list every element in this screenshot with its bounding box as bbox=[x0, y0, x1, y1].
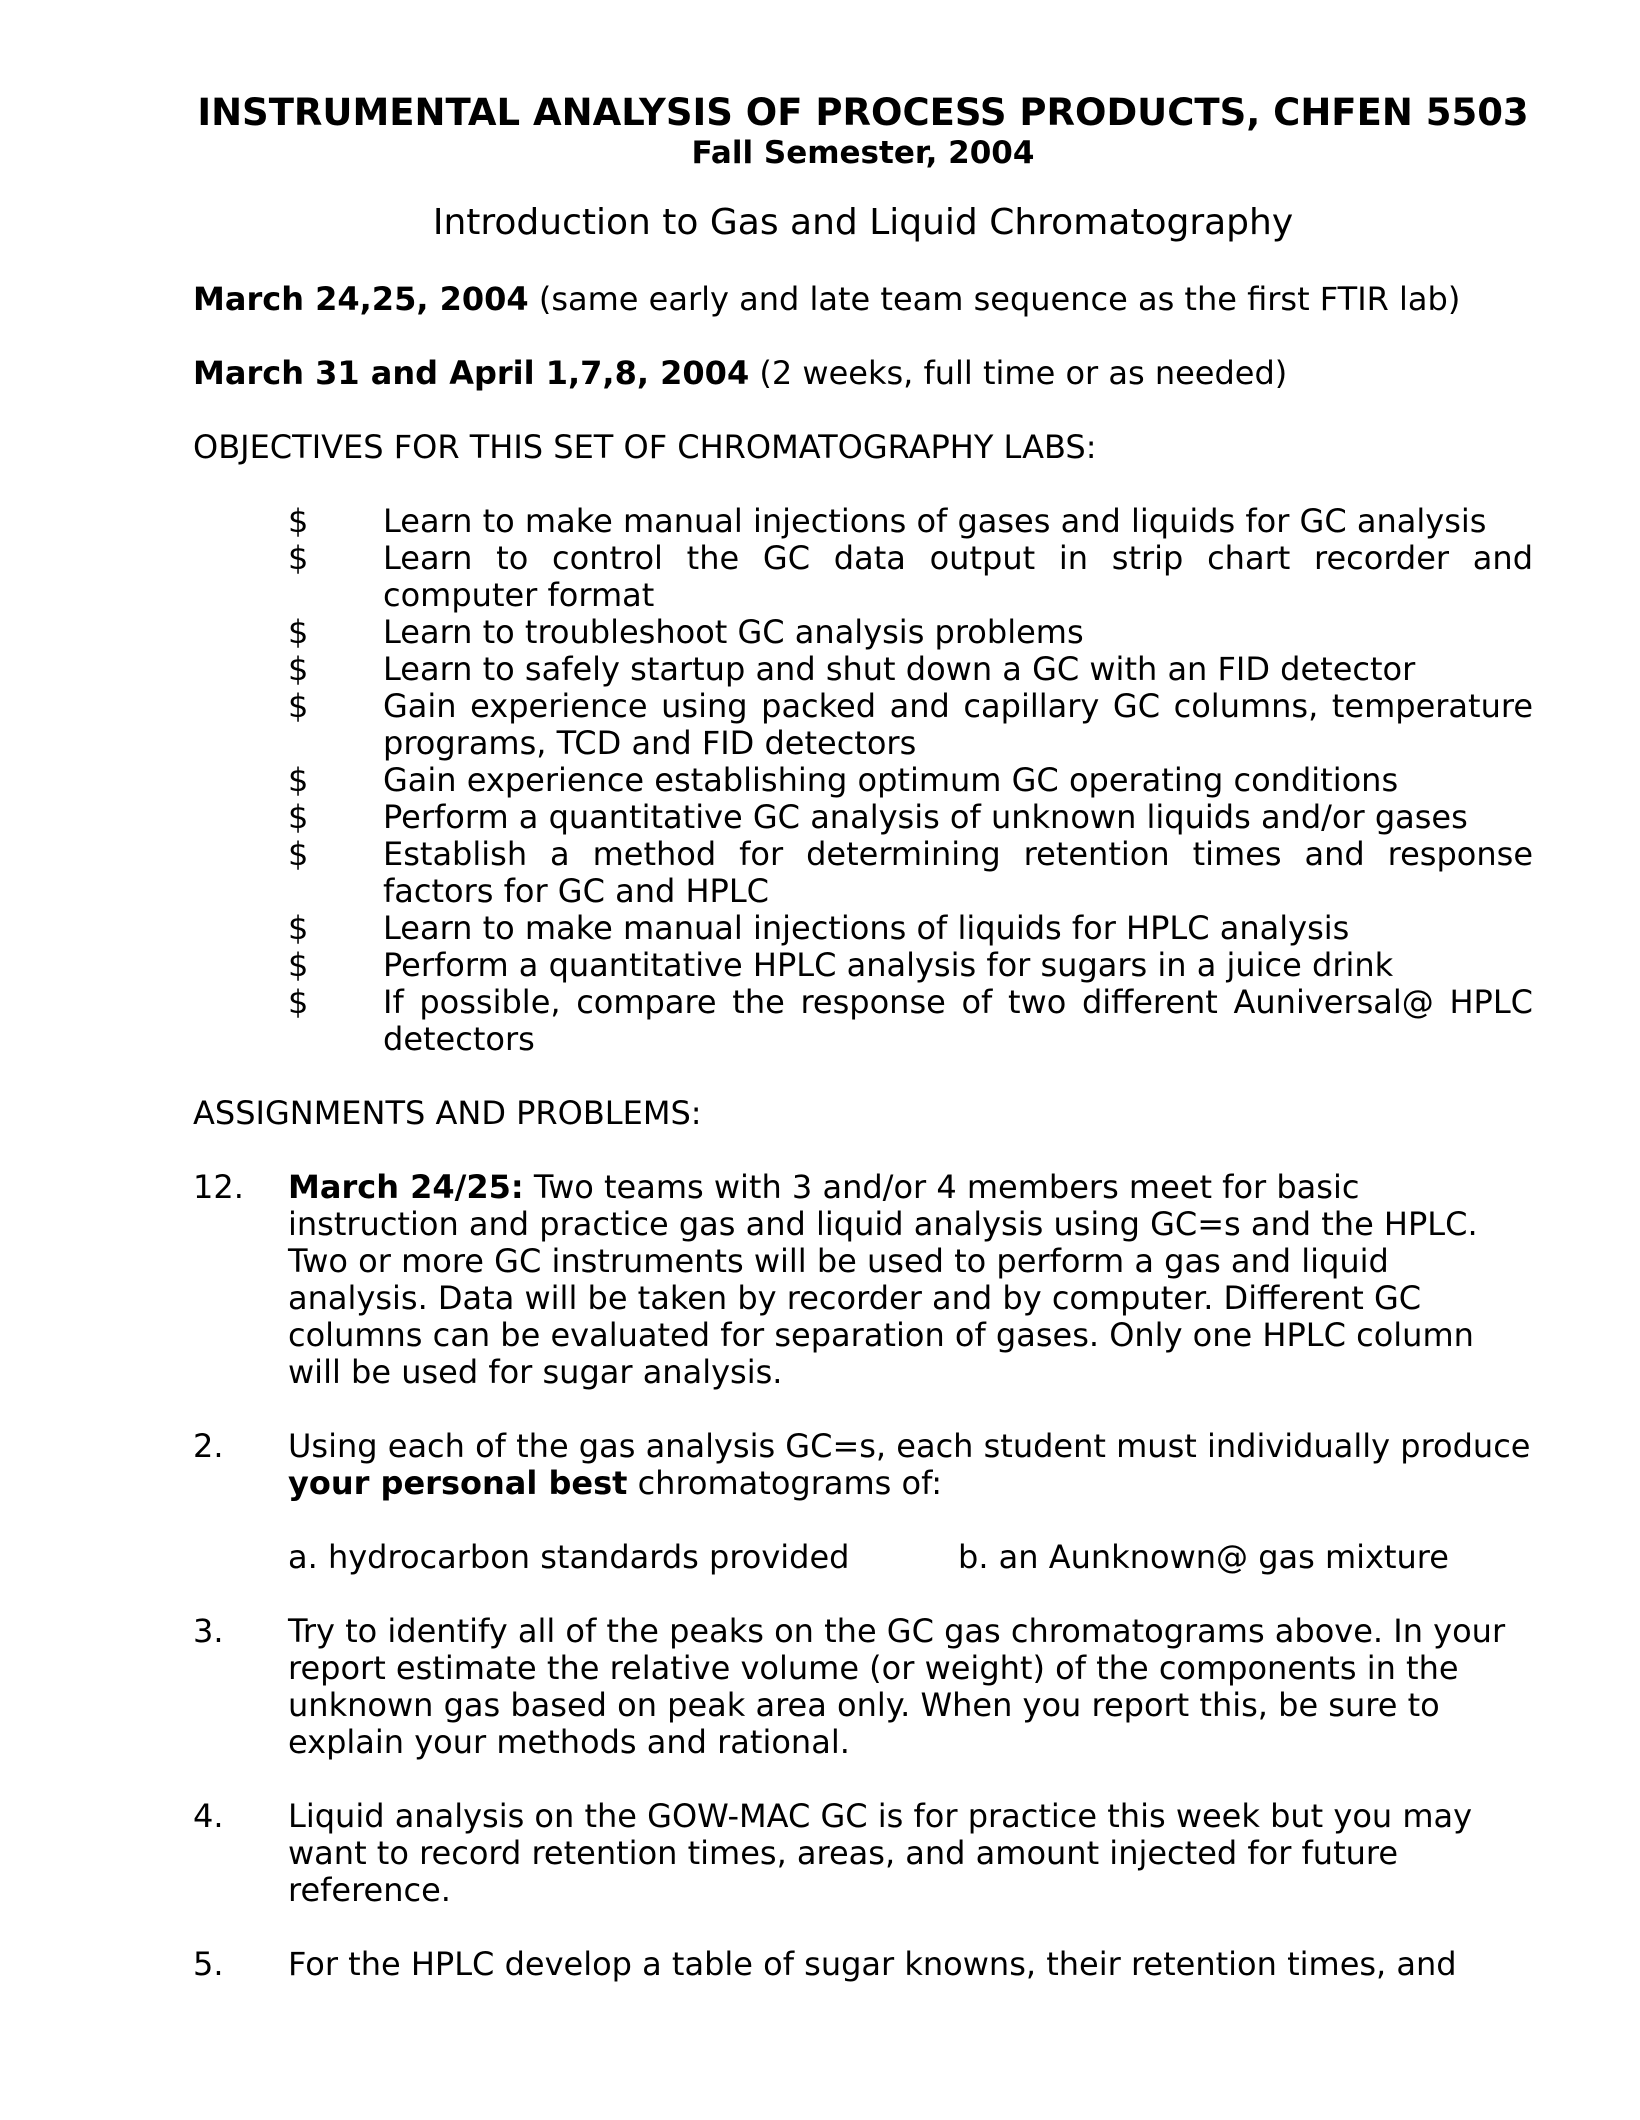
objective-text: Learn to troubleshoot GC analysis problems bbox=[383, 613, 1084, 651]
assignment-text: Try to identify all of the peaks on the GC gas chromatograms above. In your report estimate the relative volume (or weight) of the components in the unknown gas based on peak area only. When you report this, be sure to explain your methods and rational. bbox=[288, 1612, 1506, 1761]
objectives-heading: OBJECTIVES FOR THIS SET OF CHROMATOGRAPHY LABS: bbox=[193, 428, 1097, 466]
assignment-item-5 bbox=[193, 1946, 1533, 1983]
bullet-dollar: $ bbox=[288, 539, 309, 577]
bullet-dollar: $ bbox=[288, 687, 309, 725]
assignments-heading: ASSIGNMENTS AND PROBLEMS: bbox=[193, 1094, 702, 1132]
sub-item-a: a. hydrocarbon standards provided bbox=[288, 1538, 850, 1576]
assignment-number: 12. bbox=[193, 1168, 244, 1206]
assignment-number: 2. bbox=[193, 1427, 224, 1465]
bullet-dollar: $ bbox=[288, 983, 309, 1021]
assignment-number: 5. bbox=[193, 1945, 224, 1983]
objective-text: Learn to make manual injections of gases and liquids for GC analysis bbox=[383, 502, 1487, 540]
list-item bbox=[193, 984, 1533, 1058]
list-item bbox=[193, 503, 1533, 540]
objective-text: Learn to make manual injections of liquids for HPLC analysis bbox=[383, 909, 1350, 947]
bullet-dollar: $ bbox=[288, 798, 309, 836]
assignment-number: 4. bbox=[193, 1797, 224, 1835]
list-item bbox=[193, 540, 1533, 614]
bullet-dollar: $ bbox=[288, 613, 309, 651]
topic-heading: Introduction to Gas and Liquid Chromatography bbox=[432, 202, 1294, 243]
objective-text: Learn to control the GC data output in strip chart recorder and computer format bbox=[383, 539, 1533, 614]
list-item bbox=[193, 614, 1533, 651]
date-line-1 bbox=[193, 281, 1533, 318]
objective-text: Perform a quantitative HPLC analysis for sugars in a juice drink bbox=[383, 946, 1394, 984]
bullet-dollar: $ bbox=[288, 835, 309, 873]
document-title: INSTRUMENTAL ANALYSIS OF PROCESS PRODUCTS, CHFEN 5503 bbox=[197, 91, 1529, 134]
assignment-item-12 bbox=[193, 1169, 1533, 1391]
list-item bbox=[193, 947, 1533, 984]
objective-text: If possible, compare the response of two different Auniversal@ HPLC detectors bbox=[383, 983, 1533, 1058]
list-item bbox=[193, 799, 1533, 836]
date-line-2-bold: March 31 and April 1,7,8, 2004 bbox=[193, 354, 750, 392]
bullet-dollar: $ bbox=[288, 909, 309, 947]
assignment-date-bold: March 24/25: bbox=[288, 1168, 524, 1206]
assignment-item-3 bbox=[193, 1613, 1533, 1761]
bullet-dollar: $ bbox=[288, 502, 309, 540]
document-page bbox=[193, 92, 1533, 2020]
assignment-emphasis-bold: your personal best bbox=[288, 1464, 628, 1502]
assignment-text: Liquid analysis on the GOW-MAC GC is for practice this week but you may want to record retention times, areas, and amount injected for future reference. bbox=[288, 1797, 1473, 1909]
date-line-1-bold: March 24,25, 2004 bbox=[193, 280, 529, 318]
assignment-text: Two teams with 3 and/or 4 members meet for basic instruction and practice gas and liquid analysis using GC=s and the HPLC. Two or more GC instruments will be used to perform a gas and liquid analysis. Data will be taken by recorder and by computer. Different GC columns can be evaluated for separation of gases. Only one HPLC column will be used for sugar analysis. bbox=[288, 1168, 1478, 1391]
objective-text: Establish a method for determining retention times and response factors for GC and HPLC bbox=[383, 835, 1533, 910]
list-item bbox=[193, 910, 1533, 947]
objective-text: Learn to safely startup and shut down a GC with an FID detector bbox=[383, 650, 1416, 688]
sub-item-b: b. an Aunknown@ gas mixture bbox=[958, 1538, 1449, 1576]
assignment-text: For the HPLC develop a table of sugar knowns, their retention times, and bbox=[288, 1945, 1457, 1983]
objective-text: Perform a quantitative GC analysis of unknown liquids and/or gases bbox=[383, 798, 1468, 836]
assignment-text-before: Using each of the gas analysis GC=s, each student must individually produce bbox=[288, 1427, 1531, 1465]
assignment-item-2 bbox=[193, 1428, 1533, 1576]
bullet-dollar: $ bbox=[288, 946, 309, 984]
assignment-text-after: chromatograms of: bbox=[627, 1464, 942, 1502]
assignment-number: 3. bbox=[193, 1612, 224, 1650]
bullet-dollar: $ bbox=[288, 761, 309, 799]
objectives-list bbox=[193, 503, 1533, 1058]
bullet-dollar: $ bbox=[288, 650, 309, 688]
list-item bbox=[193, 688, 1533, 762]
assignments-list bbox=[193, 1169, 1533, 1983]
list-item bbox=[193, 762, 1533, 799]
date-line-1-text: (same early and late team sequence as the first FTIR lab) bbox=[528, 280, 1461, 318]
list-item bbox=[193, 836, 1533, 910]
assignment-item-4 bbox=[193, 1798, 1533, 1909]
objective-text: Gain experience establishing optimum GC operating conditions bbox=[383, 761, 1399, 799]
semester-subtitle: Fall Semester, 2004 bbox=[691, 135, 1035, 171]
sub-items-row bbox=[288, 1539, 1533, 1576]
list-item bbox=[193, 651, 1533, 688]
objective-text: Gain experience using packed and capillary GC columns, temperature programs, TCD and FID detectors bbox=[383, 687, 1533, 762]
date-line-2-text: (2 weeks, full time or as needed) bbox=[749, 354, 1288, 392]
date-line-2 bbox=[193, 355, 1533, 392]
